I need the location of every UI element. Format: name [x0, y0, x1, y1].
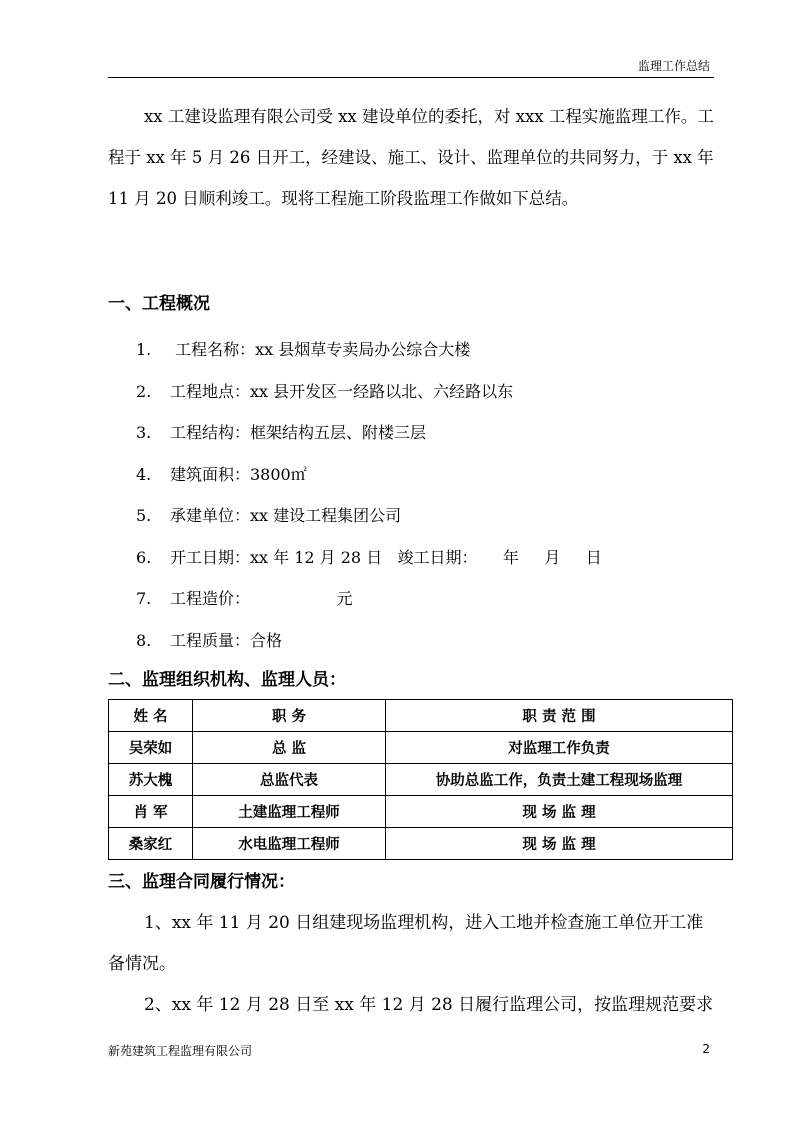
table-header-row [109, 700, 733, 732]
list-item [108, 371, 714, 413]
header-name: 姓 名 [109, 700, 193, 732]
list-text: 建筑面积：3800㎡ [170, 464, 307, 484]
list-text: 开工日期：xx 年 12 月 28 日 竣工日期： 年 月 日 [170, 547, 602, 567]
header-responsibility: 职 责 范 围 [386, 700, 733, 732]
list-item [108, 620, 714, 662]
list-text: 工程地点：xx 县开发区一经路以北、六经路以东 [170, 381, 514, 401]
cell-position: 土建监理工程师 [193, 796, 386, 828]
footer-company: 新苑建筑工程监理有限公司 [108, 1044, 253, 1058]
section2-title: 二、监理组织机构、监理人员： [108, 670, 346, 690]
list-item [108, 329, 714, 371]
page-number: 2 [702, 1042, 710, 1056]
cell-name: 吴荣如 [109, 732, 193, 764]
contract-paragraph-2: 2、xx 年 12 月 28 日至 xx 年 12 月 28 日履行监理公司，按监理规范要求 [144, 995, 714, 1015]
section3-title: 三、监理合同履行情况： [108, 872, 295, 892]
list-text: 工程造价： 元 [170, 589, 353, 608]
cell-name: 肖 军 [109, 796, 193, 828]
list-item [108, 495, 714, 537]
project-overview-list [108, 329, 714, 661]
list-number: 7. [136, 589, 152, 608]
list-item [108, 412, 714, 454]
list-number: 4. [136, 464, 152, 484]
staff-table [108, 699, 733, 860]
list-number: 3. [136, 423, 152, 442]
table-row [109, 732, 733, 764]
list-number: 5. [136, 506, 152, 525]
contract-paragraph-1: 1、xx 年 11 月 20 日组建现场监理机构，进入工地并检查施工单位开工准备情况。 [108, 913, 704, 974]
list-text: 工程名称：xx 县烟草专卖局办公综合大楼 [170, 340, 471, 359]
list-item [108, 454, 714, 496]
cell-responsibility: 现 场 监 理 [386, 828, 733, 860]
list-text: 工程结构：框架结构五层、附楼三层 [170, 423, 427, 442]
cell-responsibility: 现 场 监 理 [386, 796, 733, 828]
list-number: 6. [136, 547, 152, 567]
cell-name: 苏大槐 [109, 764, 193, 796]
cell-position: 总 监 [193, 732, 386, 764]
header-position: 职 务 [193, 700, 386, 732]
cell-name: 桑家红 [109, 828, 193, 860]
list-number: 1. [136, 340, 152, 359]
list-text: 承建单位：xx 建设工程集团公司 [170, 506, 402, 525]
list-number: 8. [136, 630, 152, 650]
cell-position: 水电监理工程师 [193, 828, 386, 860]
table-row [109, 764, 733, 796]
section1-title: 一、工程概况 [108, 294, 210, 314]
header-rule [108, 77, 714, 78]
list-text: 工程质量：合格 [170, 630, 283, 650]
cell-responsibility: 对监理工作负责 [386, 732, 733, 764]
list-item [108, 578, 714, 620]
cell-responsibility: 协助总监工作，负责土建工程现场监理 [386, 764, 733, 796]
header-title: 监理工作总结 [637, 59, 710, 73]
cell-position: 总监代表 [193, 764, 386, 796]
table-row [109, 828, 733, 860]
list-item [108, 537, 714, 579]
list-number: 2. [136, 381, 152, 401]
intro-paragraph: xx 工建设监理有限公司受 xx 建设单位的委托，对 xxx 工程实施监理工作。工程于 xx 年 5 月 26 日开工，经建设、施工、设计、监理单位的共同努力，于 xx 年 11 月 20 日顺利竣工。现将工程施工阶段监理工作做如下总结。 [108, 107, 714, 208]
table-row [109, 796, 733, 828]
